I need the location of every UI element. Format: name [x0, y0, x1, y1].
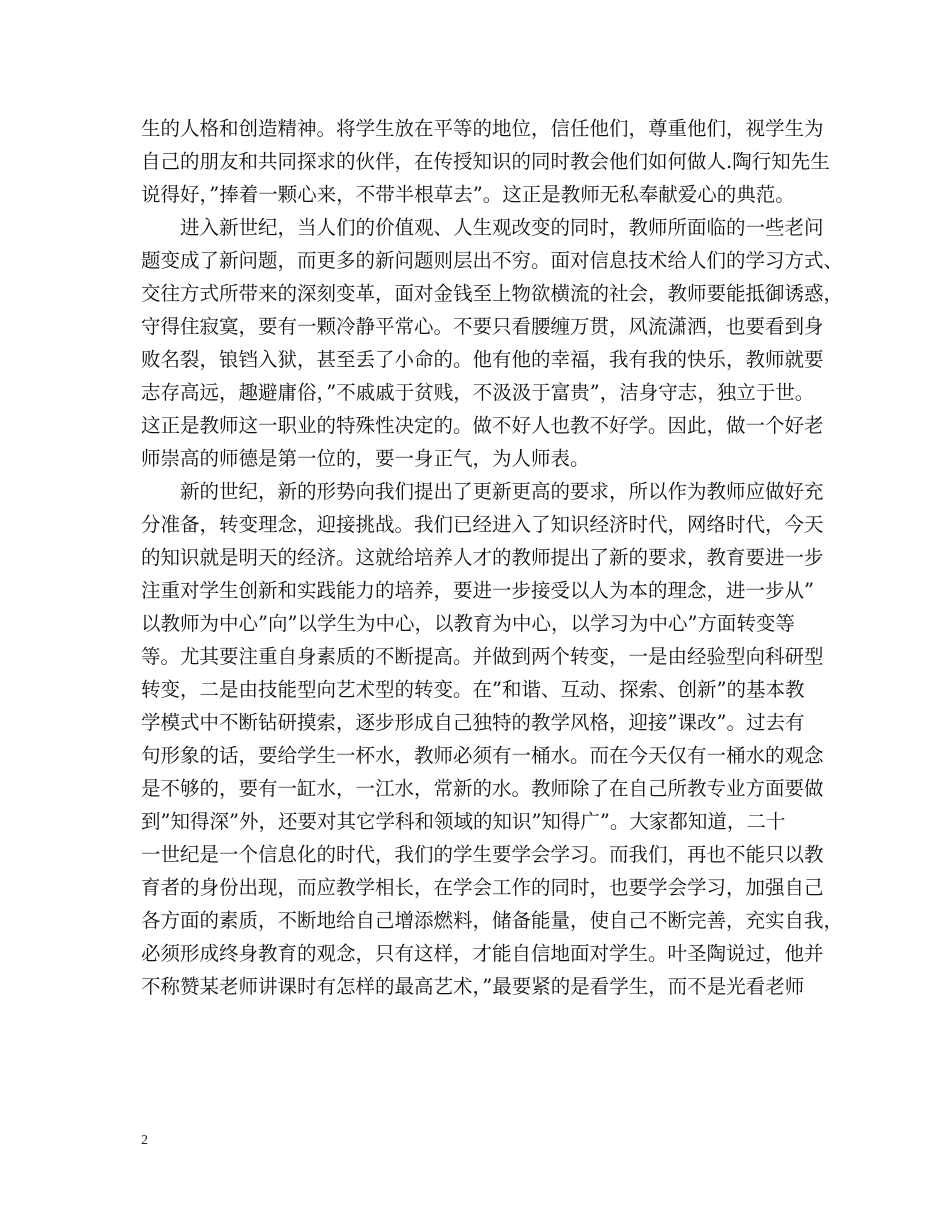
- text-line: 交往方式所带来的深刻变革，面对金钱至上物欲横流的社会，教师要能抵御诱惑，: [141, 282, 844, 305]
- text-line: 的知识就是明天的经济。这就给培养人才的教师提出了新的要求，教育要进一步: [141, 546, 824, 569]
- text-line: 学模式中不断钻研摸索，逐步形成自己独特的教学风格，迎接”课改”。过去有: [141, 711, 805, 734]
- text-line: 是不够的，要有一缸水，一江水，常新的水。教师除了在自己所教专业方面要做: [141, 777, 824, 800]
- text-line: 必须形成终身教育的观念，只有这样，才能自信地面对学生。叶圣陶说过，他并: [141, 942, 824, 965]
- text-line: 转变，二是由技能型向艺术型的转变。在”和谐、互动、探索、创新”的基本教: [141, 678, 805, 701]
- text-line: 题变成了新问题，而更多的新问题则层出不穷。面对信息技术给人们的学习方式、: [141, 249, 844, 272]
- text-line: 到”知得深”外，还要对其它学科和领域的知识”知得广”。大家都知道，二十: [141, 810, 786, 833]
- text-line: 这正是教师这一职业的特殊性决定的。做不好人也教不好学。因此，做一个好老: [141, 414, 824, 437]
- text-line: 守得住寂寞，要有一颗冷静平常心。不要只看腰缠万贯，风流潇洒，也要看到身: [141, 315, 824, 338]
- text-line: 生的人格和创造精神。将学生放在平等的地位，信任他们，尊重他们，视学生为: [141, 117, 824, 140]
- text-line: 进入新世纪，当人们的价值观、人生观改变的同时，教师所面临的一些老问: [180, 216, 824, 239]
- text-line: 一世纪是一个信息化的时代，我们的学生要学会学习。而我们，再也不能只以教: [141, 843, 824, 866]
- text-line: 说得好，”捧着一颗心来，不带半根草去”。这正是教师无私奉献爱心的典范。: [141, 183, 795, 206]
- text-line: 各方面的素质，不断地给自己增添燃料，储备能量，使自己不断完善，充实自我，: [141, 909, 844, 932]
- text-line: 新的世纪，新的形势向我们提出了更新更高的要求，所以作为教师应做好充: [180, 480, 824, 503]
- text-line: 自己的朋友和共同探求的伙伴，在传授知识的同时教会他们如何做人.陶行知先生: [141, 150, 830, 173]
- text-line: 育者的身份出现，而应教学相长，在学会工作的同时，也要学会学习，加强自己: [141, 876, 824, 899]
- text-line: 以教师为中心”向”以学生为中心，以教育为中心，以学习为中心”方面转变等: [141, 612, 795, 635]
- text-line: 注重对学生创新和实践能力的培养，要进一步接受以人为本的理念，进一步从”: [141, 579, 814, 602]
- text-line: 等。尤其要注重自身素质的不断提高。并做到两个转变，一是由经验型向科研型: [141, 645, 824, 668]
- text-line: 师崇高的师德是第一位的，要一身正气，为人师表。: [141, 447, 590, 470]
- page-number: 2: [141, 1133, 148, 1148]
- text-line: 分准备，转变理念，迎接挑战。我们已经进入了知识经济时代，网络时代，今天: [141, 513, 824, 536]
- text-line: 不称赞某老师讲课时有怎样的最高艺术，”最要紧的是看学生，而不是光看老师: [141, 975, 805, 998]
- text-line: 败名裂，锒铛入狱，甚至丢了小命的。他有他的幸福，我有我的快乐，教师就要: [141, 348, 824, 371]
- text-line: 句形象的话，要给学生一杯水，教师必须有一桶水。而在今天仅有一桶水的观念: [141, 744, 824, 767]
- text-line: 志存高远，趣避庸俗，”不戚戚于贫贱，不汲汲于富贵”，洁身守志，独立于世。: [141, 381, 815, 404]
